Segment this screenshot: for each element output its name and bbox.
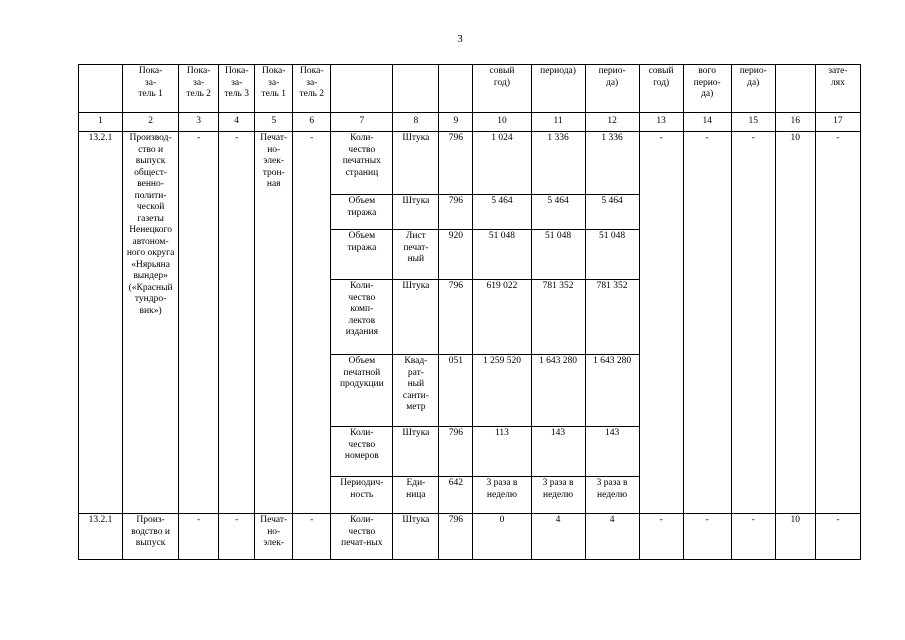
value-col-10: 113 — [473, 427, 531, 477]
okei-code: 796 — [439, 132, 473, 195]
value-col-15: - — [731, 132, 775, 514]
value-col-13: - — [639, 132, 683, 514]
value-col-12: 3 раза в неделю — [585, 477, 639, 514]
indicator-name: Объем тиража — [331, 195, 393, 230]
column-number: 13 — [639, 113, 683, 132]
okei-code: 796 — [439, 280, 473, 355]
table-row — [79, 132, 861, 195]
content-indicator-3: - — [219, 132, 255, 514]
value-col-12: 1 643 280 — [585, 355, 639, 427]
value-col-12: 51 048 — [585, 230, 639, 280]
column-number: 1 — [79, 113, 123, 132]
header-cell-17: зате- лях — [815, 65, 860, 113]
okei-code: 642 — [439, 477, 473, 514]
column-number: 9 — [439, 113, 473, 132]
value-col-16: 10 — [775, 514, 815, 560]
value-col-16: 10 — [775, 132, 815, 514]
value-col-11: 143 — [531, 427, 585, 477]
okei-code: 920 — [439, 230, 473, 280]
unit-name: Штука — [393, 132, 439, 195]
value-col-13: - — [639, 514, 683, 560]
indicator-name: Коли- чество номеров — [331, 427, 393, 477]
header-cell-4: Пока- за- тель 3 — [219, 65, 255, 113]
unit-name: Лист печат- ный — [393, 230, 439, 280]
header-cell-8 — [393, 65, 439, 113]
header-cell-1 — [79, 65, 123, 113]
table-row — [79, 514, 861, 560]
registry-code: 13.2.1 — [79, 132, 123, 514]
header-cell-13: совый год) — [639, 65, 683, 113]
column-number: 10 — [473, 113, 531, 132]
column-number-row — [79, 113, 861, 132]
header-cell-10: совый год) — [473, 65, 531, 113]
value-col-10: 5 464 — [473, 195, 531, 230]
condition-indicator-1: Печат- но- элек- трон- ная — [255, 132, 293, 514]
condition-indicator-2: - — [293, 132, 331, 514]
value-col-10: 0 — [473, 514, 531, 560]
value-col-11: 1 336 — [531, 132, 585, 195]
column-number: 4 — [219, 113, 255, 132]
header-cell-7 — [331, 65, 393, 113]
column-number: 17 — [815, 113, 860, 132]
value-col-11: 781 352 — [531, 280, 585, 355]
value-col-11: 4 — [531, 514, 585, 560]
header-row — [79, 65, 861, 113]
content-indicator-1: Произ- водство и выпуск — [123, 514, 179, 560]
content-indicator-1: Производ- ство и выпуск общест- венно- полити- ческой газеты Ненецкого автоном- ного округа «Нярьяна вындер» («Красный тундро- вик») — [123, 132, 179, 514]
value-col-14: - — [683, 514, 731, 560]
header-cell-3: Пока- за- тель 2 — [179, 65, 219, 113]
unit-name: Штука — [393, 195, 439, 230]
column-number: 16 — [775, 113, 815, 132]
page-number: 3 — [457, 33, 463, 45]
column-number: 7 — [331, 113, 393, 132]
column-number: 3 — [179, 113, 219, 132]
value-col-11: 1 643 280 — [531, 355, 585, 427]
value-col-11: 51 048 — [531, 230, 585, 280]
header-cell-14: вого перио- да) — [683, 65, 731, 113]
value-col-12: 4 — [585, 514, 639, 560]
indicator-name: Объем тиража — [331, 230, 393, 280]
header-cell-15: перио- да) — [731, 65, 775, 113]
value-col-12: 143 — [585, 427, 639, 477]
header-cell-6: Пока- за- тель 2 — [293, 65, 331, 113]
condition-indicator-1: Печат- но- элек- — [255, 514, 293, 560]
indicator-name: Коли- чество печатных страниц — [331, 132, 393, 195]
value-col-10: 3 раза в неделю — [473, 477, 531, 514]
value-col-10: 619 022 — [473, 280, 531, 355]
value-col-12: 1 336 — [585, 132, 639, 195]
column-number: 15 — [731, 113, 775, 132]
value-col-10: 1 259 520 — [473, 355, 531, 427]
value-col-14: - — [683, 132, 731, 514]
column-number: 12 — [585, 113, 639, 132]
value-col-10: 51 048 — [473, 230, 531, 280]
indicator-name: Коли- чество комп- лектов издания — [331, 280, 393, 355]
unit-name: Квад- рат- ный санти- метр — [393, 355, 439, 427]
okei-code: 051 — [439, 355, 473, 427]
unit-name: Штука — [393, 280, 439, 355]
column-number: 14 — [683, 113, 731, 132]
content-indicator-2: - — [179, 514, 219, 560]
value-col-12: 5 464 — [585, 195, 639, 230]
header-cell-16 — [775, 65, 815, 113]
header-cell-12: перио- да) — [585, 65, 639, 113]
okei-code: 796 — [439, 195, 473, 230]
value-col-15: - — [731, 514, 775, 560]
indicator-name: Коли- чество печат-ных — [331, 514, 393, 560]
unit-name: Еди- ница — [393, 477, 439, 514]
content-indicator-3: - — [219, 514, 255, 560]
column-number: 2 — [123, 113, 179, 132]
value-col-10: 1 024 — [473, 132, 531, 195]
condition-indicator-2: - — [293, 514, 331, 560]
indicator-name: Объем печатной продукции — [331, 355, 393, 427]
column-number: 6 — [293, 113, 331, 132]
column-number: 11 — [531, 113, 585, 132]
registry-code: 13.2.1 — [79, 514, 123, 560]
column-number: 8 — [393, 113, 439, 132]
value-col-11: 3 раза в неделю — [531, 477, 585, 514]
value-col-12: 781 352 — [585, 280, 639, 355]
registry-table — [78, 64, 861, 560]
value-col-17: - — [815, 132, 860, 514]
header-cell-9 — [439, 65, 473, 113]
okei-code: 796 — [439, 514, 473, 560]
content-indicator-2: - — [179, 132, 219, 514]
value-col-17: - — [815, 514, 860, 560]
column-number: 5 — [255, 113, 293, 132]
indicator-name: Периодич- ность — [331, 477, 393, 514]
header-cell-11: периода) — [531, 65, 585, 113]
okei-code: 796 — [439, 427, 473, 477]
value-col-11: 5 464 — [531, 195, 585, 230]
unit-name: Штука — [393, 427, 439, 477]
unit-name: Штука — [393, 514, 439, 560]
header-cell-2: Пока- за- тель 1 — [123, 65, 179, 113]
header-cell-5: Пока- за- тель 1 — [255, 65, 293, 113]
